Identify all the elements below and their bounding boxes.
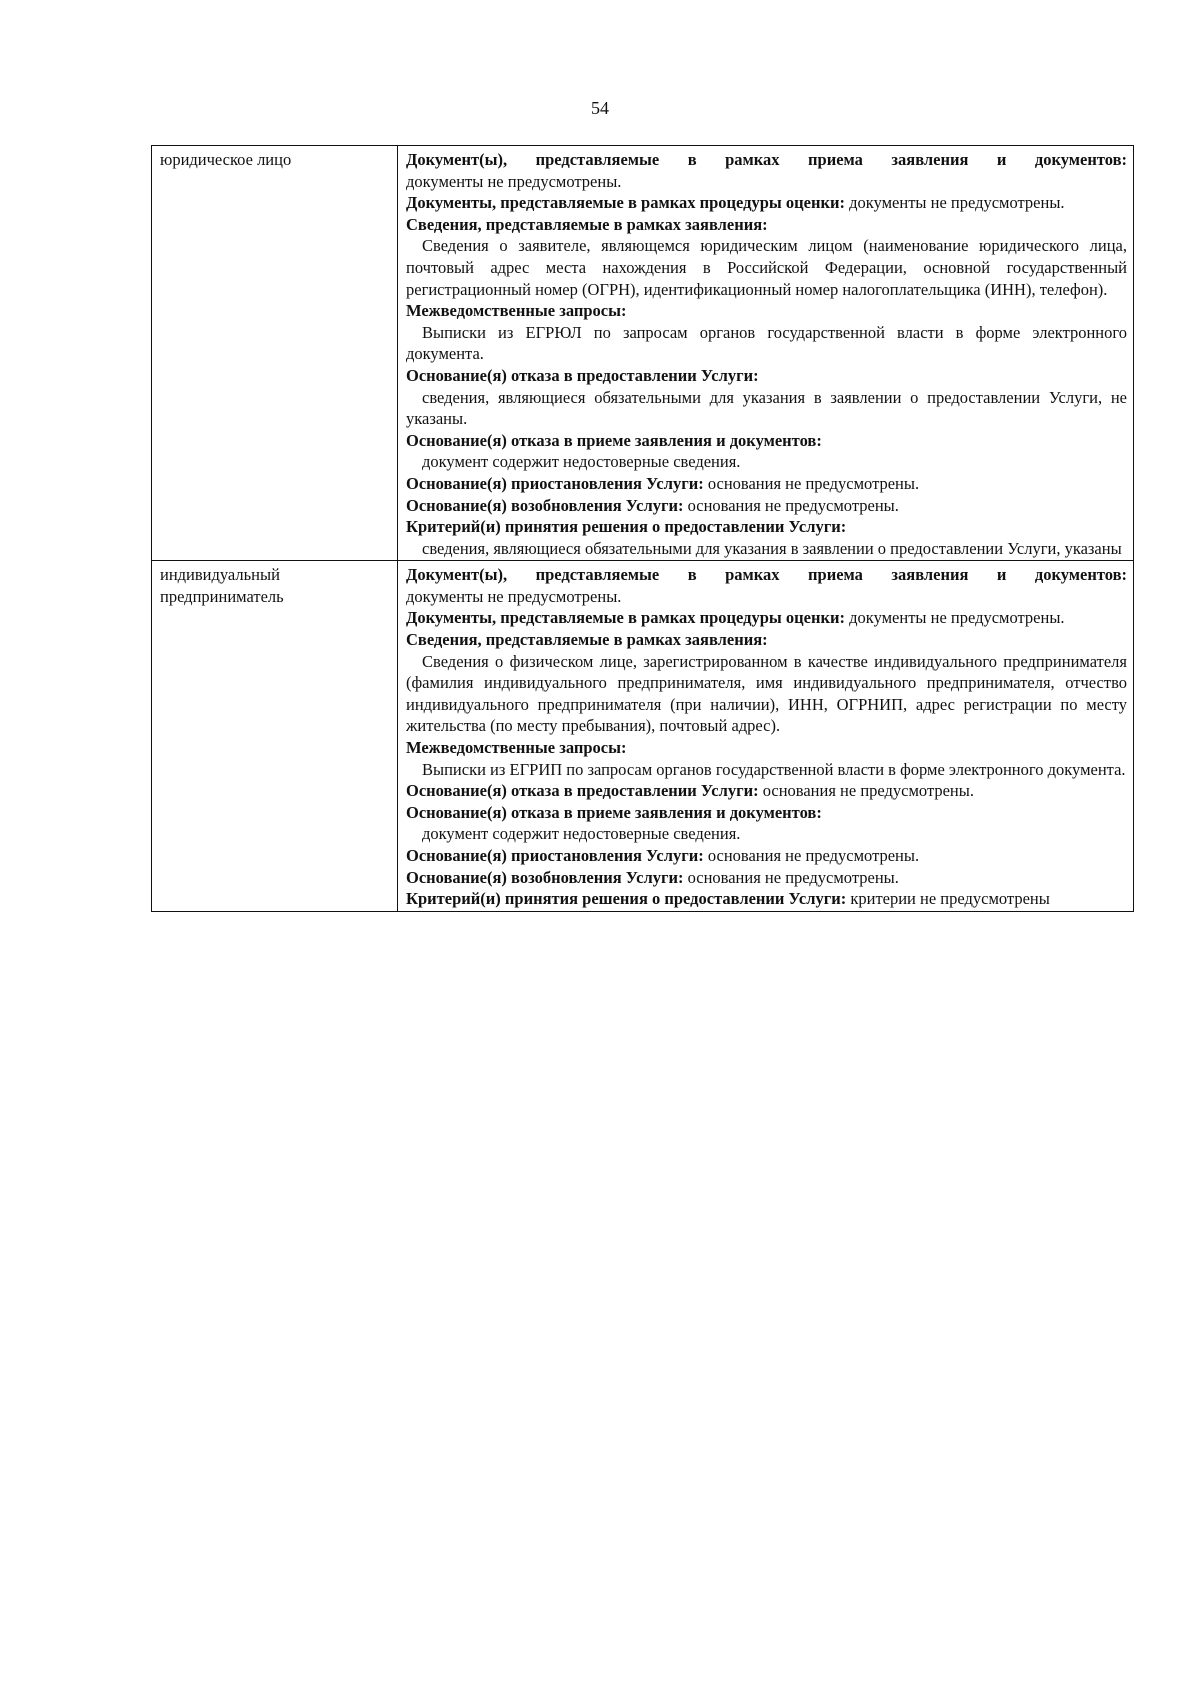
section-text: документы не предусмотрены. <box>406 586 622 606</box>
section-text: основания не предусмотрены. <box>687 495 899 515</box>
section-text: Выписки из ЕГРЮЛ по запросам органов государственной власти в форме электронного документа. <box>406 322 1127 364</box>
section-text: документ содержит недостоверные сведения. <box>422 824 741 844</box>
page-number: 54 <box>591 98 609 118</box>
section-heading: Основание(я) отказа в приеме заявления и документов: <box>406 430 822 450</box>
section-heading: Сведения, представляемые в рамках заявления: <box>406 214 768 234</box>
section-heading: Основание(я) отказа в приеме заявления и документов: <box>406 802 822 822</box>
list-item <box>406 867 1127 889</box>
applicant-type-cell: юридическое лицо <box>152 146 398 561</box>
section-text: критерии не предусмотрены <box>850 889 1050 909</box>
section-heading: Сведения, представляемые в рамках заявления: <box>406 630 768 650</box>
table-row <box>152 561 1134 912</box>
table-row <box>152 146 1134 561</box>
section-text: документы не предусмотрены. <box>406 171 622 191</box>
section-heading: Основание(я) возобновления Услуги: <box>406 495 684 515</box>
requirements-cell <box>398 146 1134 561</box>
section-text: основания не предусмотрены. <box>762 781 974 801</box>
section-heading: Межведомственные запросы: <box>406 738 627 758</box>
section-text: документы не предусмотрены. <box>849 193 1065 213</box>
section-text: сведения, являющиеся обязательными для указания в заявлении о предоставлении Услуги, не указаны. <box>406 387 1127 429</box>
section-text: документ содержит недостоверные сведения. <box>422 452 741 472</box>
section-text: Выписки из ЕГРИП по запросам органов государственной власти в форме электронного документа. <box>422 759 1126 779</box>
section-text: Сведения о физическом лице, зарегистрированном в качестве индивидуального предпринимателя (фамилия индивидуального предпринимателя, имя индивидуального предпринимателя, отчество индивидуального предпринимателя (при наличии), ИНН, ОГРНИП, адрес регистрации по месту жительства (по месту пребывания), почтовый адрес). <box>406 651 1127 736</box>
list-item <box>406 607 1127 629</box>
section-heading: Документы, представляемые в рамках процедуры оценки: <box>406 608 846 628</box>
services-table <box>151 145 1134 912</box>
requirements-cell <box>398 561 1134 912</box>
list-item <box>406 473 1127 495</box>
section-heading: Критерий(и) принятия решения о предоставлении Услуги: <box>406 889 847 909</box>
list-item <box>406 888 1127 910</box>
list-item <box>406 845 1127 867</box>
list-item <box>406 780 1127 802</box>
section-heading: Основание(я) отказа в предоставлении Услуги: <box>406 781 759 801</box>
section-heading: Основание(я) отказа в предоставлении Услуги: <box>406 365 759 385</box>
section-heading: Документ(ы), представляемые в рамках приема заявления и документов: <box>406 150 1127 169</box>
list-item <box>406 192 1127 214</box>
section-text: основания не предусмотрены. <box>707 473 920 493</box>
section-heading: Основание(я) приостановления Услуги: <box>406 846 704 865</box>
section-heading: Документы, представляемые в рамках процедуры оценки: <box>406 193 846 213</box>
section-heading: Документ(ы), представляемые в рамках приема заявления и документов: <box>406 565 1127 585</box>
section-heading: Основание(я) возобновления Услуги: <box>406 867 684 887</box>
section-text: основания не предусмотрены. <box>687 867 899 887</box>
section-text: сведения, являющиеся обязательными для указания в заявлении о предоставлении Услуги, указаны <box>422 538 1122 558</box>
list-item <box>406 495 1127 517</box>
section-heading: Межведомственные запросы: <box>406 301 627 321</box>
section-text: основания не предусмотрены. <box>707 846 920 865</box>
section-text: документы не предусмотрены. <box>849 608 1065 628</box>
section-heading: Основание(я) приостановления Услуги: <box>406 473 704 493</box>
section-heading: Критерий(и) принятия решения о предоставлении Услуги: <box>406 517 847 537</box>
section-text: Сведения о заявителе, являющемся юридическим лицом (наименование юридического лица, почтовый адрес места нахождения в Российской Федерации, основной государственный регистрационный номер (ОГРН), идентификационный номер налогоплательщика (ИНН), телефон). <box>406 236 1127 299</box>
applicant-type-cell: индивидуальный предприниматель <box>152 561 398 912</box>
